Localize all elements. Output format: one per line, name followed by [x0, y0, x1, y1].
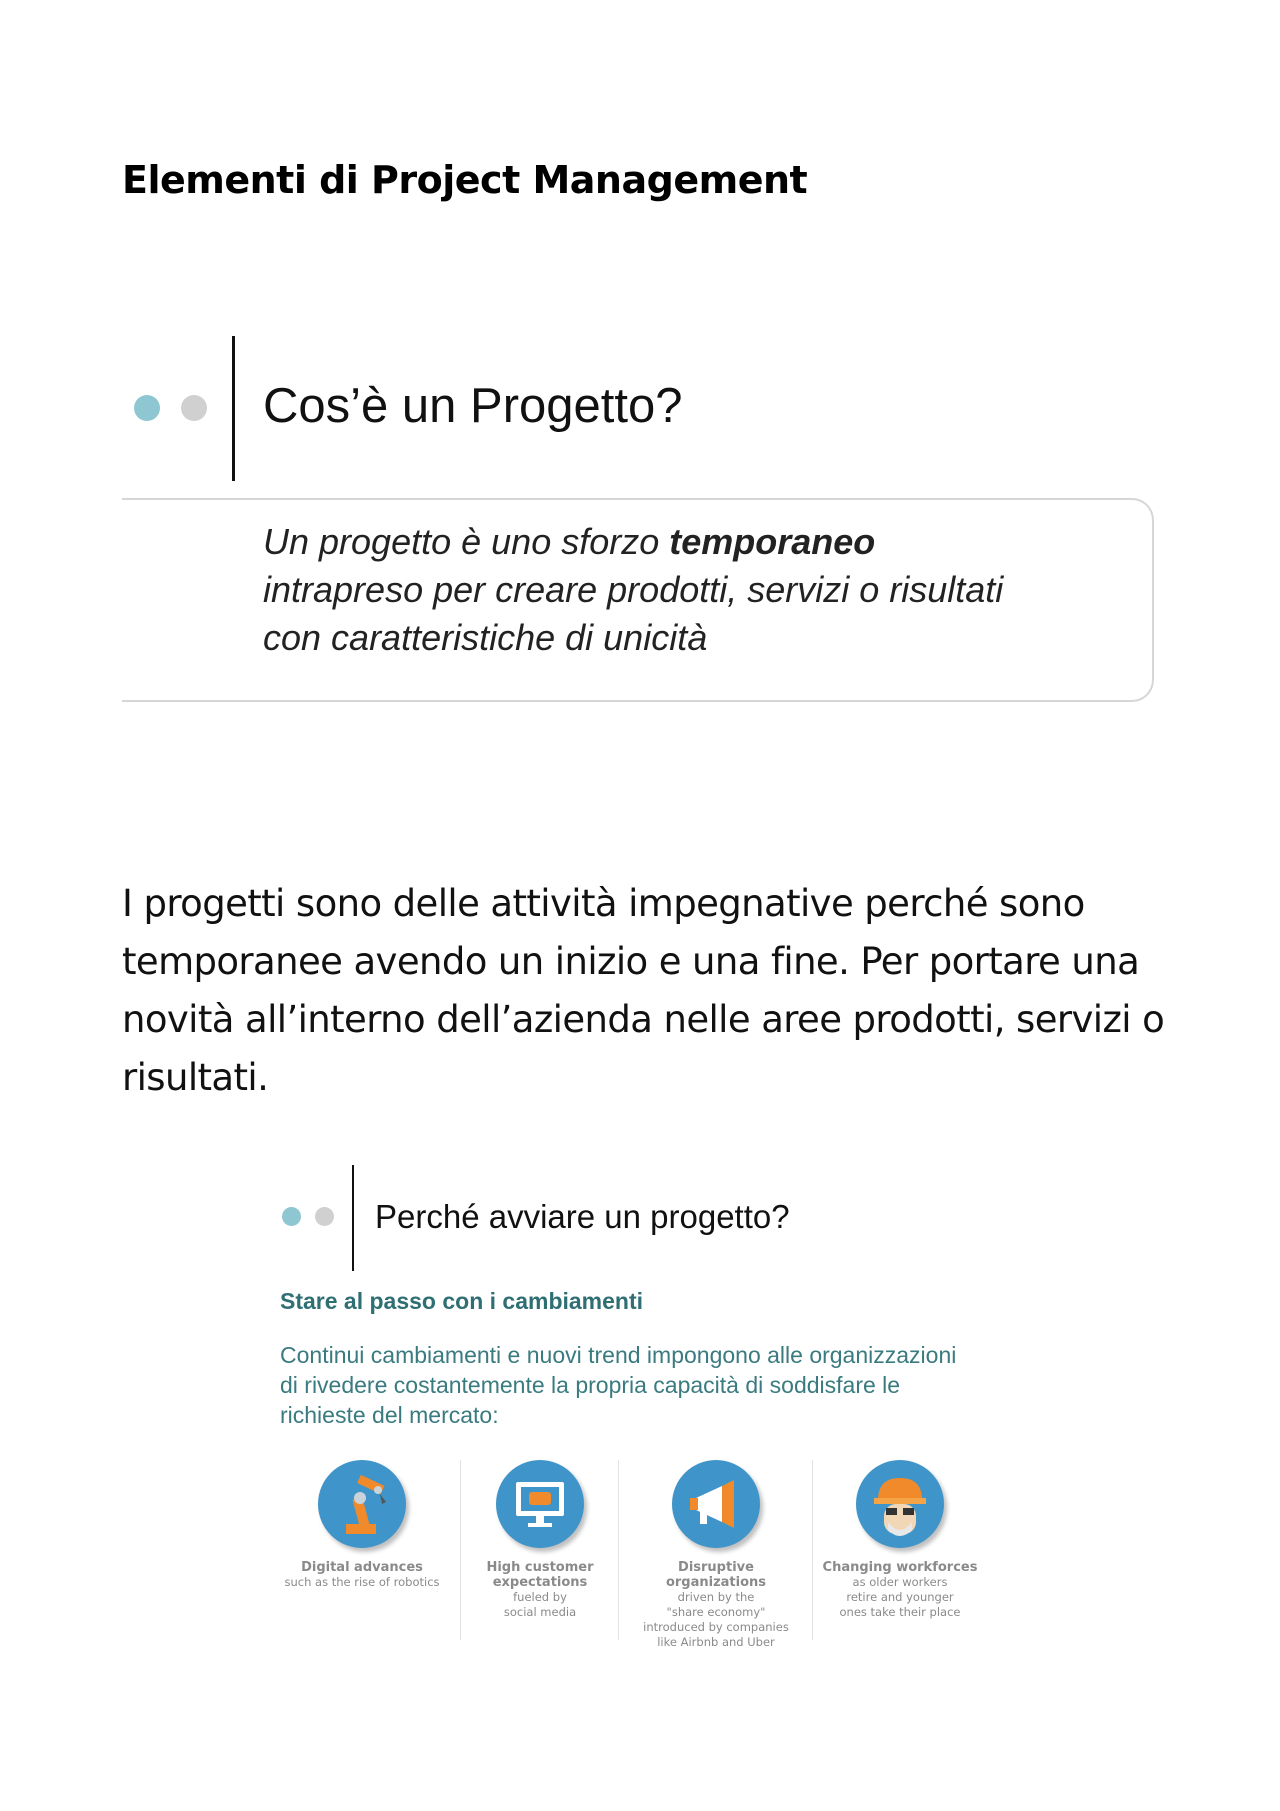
- definition-line3: con caratteristiche di unicità: [263, 617, 708, 658]
- bullet-dot-icon: [181, 395, 207, 421]
- intro-line2: di rivedere costantemente la propria capacità di soddisfare le: [280, 1372, 901, 1398]
- trend-desc-line: "share economy": [666, 1605, 766, 1619]
- body-paragraph: I progetti sono delle attività impegnative perché sono temporanee avendo un inizio e una fine. Per portare una novità all’interno dell’azienda nelle aree prodotti, servizi o risultati.: [122, 882, 1165, 1099]
- trend-label: [470, 1560, 610, 1590]
- trend-desc-line: introduced by companies: [643, 1620, 789, 1634]
- trend-icons-row: [282, 1460, 982, 1660]
- trend-label: Digital advances: [301, 1560, 423, 1575]
- definition-line2: intrapreso per creare prodotti, servizi o risultati: [263, 569, 1004, 610]
- trend-item: [470, 1460, 610, 1620]
- trend-desc-line: like Airbnb and Uber: [657, 1635, 775, 1649]
- document-title: Elementi di Project Management: [122, 158, 808, 202]
- monitor-icon: [496, 1460, 584, 1548]
- column-divider: [812, 1460, 813, 1640]
- trend-desc-line: ones take their place: [839, 1605, 961, 1619]
- worker-hardhat-icon: [856, 1460, 944, 1548]
- trend-desc-line: as older workers: [852, 1575, 948, 1589]
- trend-label: Disruptive organizations: [665, 1560, 767, 1590]
- trend-label-line: expectations: [492, 1575, 588, 1590]
- trend-desc: [820, 1575, 980, 1620]
- definition-box: [122, 498, 1154, 702]
- trend-desc-line: retire and younger: [846, 1590, 954, 1604]
- trend-item: [820, 1460, 980, 1620]
- slide-title: Perché avviare un progetto?: [375, 1198, 790, 1235]
- title-divider: [352, 1165, 354, 1271]
- slide-what-is-project: [122, 330, 1162, 705]
- bullet-dot-icon: [315, 1207, 334, 1226]
- slide-why-start-project: [270, 1160, 1030, 1660]
- trend-desc-line: social media: [503, 1605, 577, 1619]
- bullet-dot-icon: [282, 1207, 301, 1226]
- intro-line1: Continui cambiamenti e nuovi trend impongono alle organizzazioni: [280, 1342, 957, 1368]
- definition-line1: Un progetto è uno sforzo: [263, 521, 670, 562]
- trend-label: Changing workforces: [822, 1560, 978, 1575]
- bullet-dot-icon: [134, 395, 160, 421]
- robot-arm-icon: [318, 1460, 406, 1548]
- slide-title: Cos’è un Progetto?: [263, 379, 683, 433]
- trend-desc: such as the rise of robotics: [284, 1575, 440, 1589]
- definition-keyword: temporaneo: [669, 521, 876, 562]
- trend-desc: [626, 1590, 806, 1650]
- definition-text: [263, 518, 1003, 662]
- trend-label-line: High customer: [486, 1560, 594, 1575]
- column-divider: [618, 1460, 619, 1640]
- trend-desc-line: driven by the: [677, 1590, 755, 1604]
- trend-item: [626, 1460, 806, 1650]
- megaphone-icon: [672, 1460, 760, 1548]
- trend-item: [282, 1460, 442, 1590]
- intro-line3: richieste del mercato:: [280, 1402, 499, 1428]
- title-divider: [232, 336, 235, 481]
- trend-desc-line: fueled by: [513, 1590, 567, 1604]
- trend-desc: [470, 1590, 610, 1620]
- slide-intro-text: [280, 1340, 956, 1430]
- column-divider: [460, 1460, 461, 1640]
- slide-subtitle: Stare al passo con i cambiamenti: [280, 1288, 644, 1314]
